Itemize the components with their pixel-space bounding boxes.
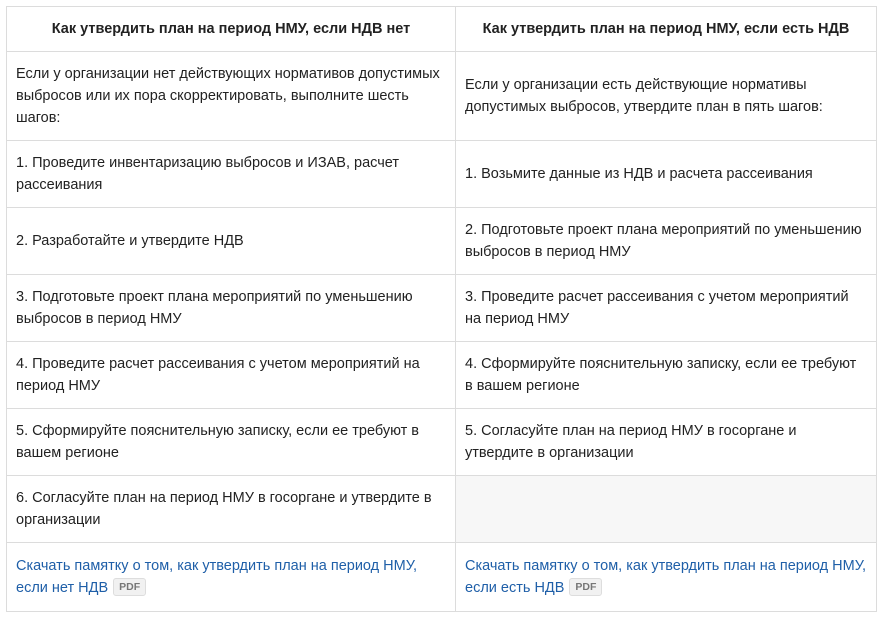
step-with-ndv-4: 4. Сформируйте пояснительную записку, если ее требуют в вашем регионе (456, 342, 877, 409)
pdf-badge[interactable]: PDF (113, 578, 146, 596)
table-row (7, 208, 877, 275)
link-cell-no-ndv (7, 543, 456, 612)
step-no-ndv-4: 4. Проведите расчет рассеивания с учетом мероприятий на период НМУ (7, 342, 456, 409)
table-row-intro (7, 52, 877, 141)
step-with-ndv-5: 5. Согласуйте план на период НМУ в госоргане и утвердите в организации (456, 409, 877, 476)
table-row (7, 275, 877, 342)
intro-with-ndv: Если у организации есть действующие нормативы допустимых выбросов, утвердите план в пять шагов: (456, 52, 877, 141)
step-with-ndv-2: 2. Подготовьте проект плана мероприятий по уменьшению выбросов в период НМУ (456, 208, 877, 275)
step-with-ndv-1: 1. Возьмите данные из НДВ и расчета рассеивания (456, 141, 877, 208)
download-memo-with-ndv-link[interactable]: Скачать памятку о том, как утвердить план на период НМУ, если есть НДВ (465, 558, 867, 596)
download-memo-no-ndv-link[interactable]: Скачать памятку о том, как утвердить план на период НМУ, если нет НДВ (16, 558, 418, 596)
table-row (7, 342, 877, 409)
step-no-ndv-1: 1. Проведите инвентаризацию выбросов и ИЗАВ, расчет рассеивания (7, 141, 456, 208)
comparison-table (6, 6, 877, 612)
step-no-ndv-2: 2. Разработайте и утвердите НДВ (7, 208, 456, 275)
table-row (7, 476, 877, 543)
header-with-ndv: Как утвердить план на период НМУ, если есть НДВ (456, 7, 877, 52)
step-no-ndv-6: 6. Согласуйте план на период НМУ в госоргане и утвердите в организации (7, 476, 456, 543)
step-no-ndv-3: 3. Подготовьте проект плана мероприятий по уменьшению выбросов в период НМУ (7, 275, 456, 342)
table-row (7, 141, 877, 208)
header-no-ndv: Как утвердить план на период НМУ, если НДВ нет (7, 7, 456, 52)
step-with-ndv-3: 3. Проведите расчет рассеивания с учетом мероприятий на период НМУ (456, 275, 877, 342)
table-header-row (7, 7, 877, 52)
step-no-ndv-5: 5. Сформируйте пояснительную записку, если ее требуют в вашем регионе (7, 409, 456, 476)
table-row (7, 409, 877, 476)
pdf-badge[interactable]: PDF (569, 578, 602, 596)
comparison-table-container (6, 6, 876, 612)
table-row-links (7, 543, 877, 612)
intro-no-ndv: Если у организации нет действующих нормативов допустимых выбросов или их пора скорректировать, выполните шесть шагов: (7, 52, 456, 141)
empty-cell (456, 476, 877, 543)
link-cell-with-ndv (456, 543, 877, 612)
